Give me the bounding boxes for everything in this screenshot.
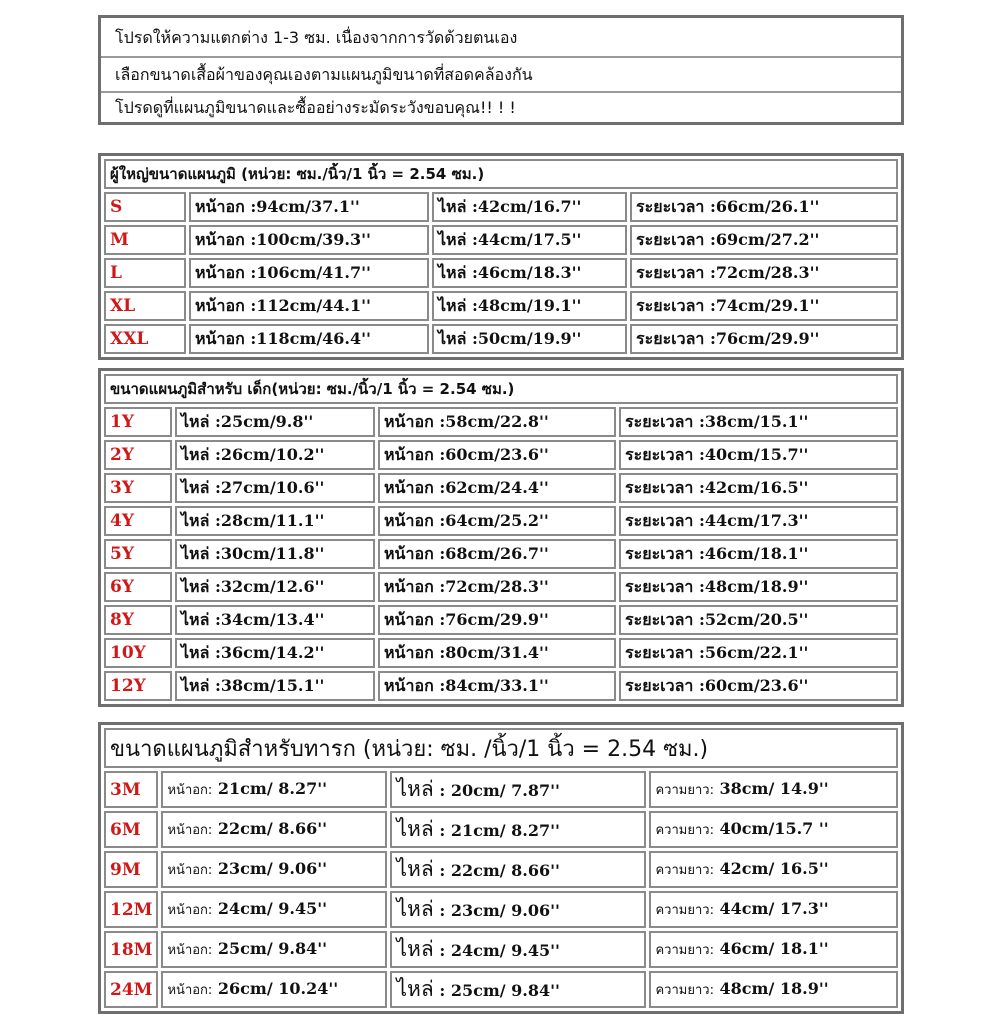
size-label: L [104,258,186,288]
table-row [104,258,898,288]
notice-line: เลือกขนาดเสื้อผ้าของคุณเองตามแผนภูมิขนาดที่สอดคล้องกัน [115,65,533,84]
length-value: 46cm/ 18.1'' [713,939,829,958]
notice-divider [101,91,901,93]
baby-table-title: ขนาดแผนภูมิสำหรับทารก (หน่วย: ซม. /นิ้ว/1 นิ้ว = 2.54 ซม.) [104,728,898,768]
chest-label: หน้าอก: [167,783,213,798]
length-label: ความยาว: [655,983,714,998]
size-label: 1Y [104,407,172,437]
table-row [104,605,898,635]
chest-cell [161,891,387,928]
length-value: 38cm/ 14.9'' [713,779,829,798]
length-label: ความยาว: [655,903,714,918]
length-cell [649,891,898,928]
shoulder-value: : 22cm/ 8.66'' [433,861,560,880]
length-value: 44cm/ 17.3'' [713,899,829,918]
table-row [104,572,898,602]
table-row [104,324,898,354]
length-cell: ระยะเวลา :76cm/29.9'' [630,324,898,354]
length-cell: ระยะเวลา :60cm/23.6'' [619,671,898,701]
shoulder-cell: ไหล่ :34cm/13.4'' [175,605,375,635]
shoulder-cell: ไหล่ :30cm/11.8'' [175,539,375,569]
chest-value: 23cm/ 9.06'' [212,859,327,878]
chest-label: หน้าอก: [167,943,213,958]
length-cell: ระยะเวลา :74cm/29.1'' [630,291,898,321]
shoulder-value: : 25cm/ 9.84'' [433,981,560,1000]
length-cell: ระยะเวลา :40cm/15.7'' [619,440,898,470]
length-label: ความยาว: [655,943,714,958]
table-row [104,440,898,470]
size-label: 6M [104,811,158,848]
shoulder-cell [390,971,646,1008]
length-cell: ระยะเวลา :44cm/17.3'' [619,506,898,536]
table-row [104,671,898,701]
shoulder-cell: ไหล่ :50cm/19.9'' [432,324,627,354]
table-row [104,473,898,503]
size-label: 6Y [104,572,172,602]
chest-value: 21cm/ 8.27'' [212,779,327,798]
shoulder-label: ไหล่ [396,817,434,841]
shoulder-cell [390,851,646,888]
chest-value: 22cm/ 8.66'' [212,819,327,838]
length-value: 40cm/15.7 '' [713,819,829,838]
length-cell: ระยะเวลา :38cm/15.1'' [619,407,898,437]
shoulder-cell: ไหล่ :28cm/11.1'' [175,506,375,536]
chest-cell: หน้าอก :118cm/46.4'' [189,324,429,354]
adult-size-table [98,153,904,360]
table-row [104,851,898,888]
table-row [104,771,898,808]
chest-label: หน้าอก: [167,903,213,918]
length-cell: ระยะเวลา :66cm/26.1'' [630,192,898,222]
shoulder-cell: ไหล่ :46cm/18.3'' [432,258,627,288]
chest-cell: หน้าอก :106cm/41.7'' [189,258,429,288]
length-value: 42cm/ 16.5'' [713,859,829,878]
table-row [104,891,898,928]
chest-cell: หน้าอก :58cm/22.8'' [378,407,616,437]
chest-value: 26cm/ 10.24'' [212,979,339,998]
table-row [104,407,898,437]
length-cell [649,811,898,848]
size-label: 5Y [104,539,172,569]
size-label: 2Y [104,440,172,470]
size-label: 9M [104,851,158,888]
size-label: 3Y [104,473,172,503]
length-cell: ระยะเวลา :48cm/18.9'' [619,572,898,602]
shoulder-value: : 21cm/ 8.27'' [433,821,560,840]
shoulder-cell: ไหล่ :38cm/15.1'' [175,671,375,701]
shoulder-cell [390,811,646,848]
length-cell: ระยะเวลา :46cm/18.1'' [619,539,898,569]
size-label: XL [104,291,186,321]
baby-size-table [98,722,904,1014]
chest-label: หน้าอก: [167,863,213,878]
chest-cell: หน้าอก :84cm/33.1'' [378,671,616,701]
chest-cell: หน้าอก :62cm/24.4'' [378,473,616,503]
chest-label: หน้าอก: [167,823,213,838]
chest-label: หน้าอก: [167,983,213,998]
size-label: 12M [104,891,158,928]
chest-value: 24cm/ 9.45'' [212,899,327,918]
size-label: 8Y [104,605,172,635]
length-cell: ระยะเวลา :56cm/22.1'' [619,638,898,668]
length-cell [649,971,898,1008]
chest-cell [161,771,387,808]
table-row [104,811,898,848]
table-row [104,638,898,668]
table-row [104,539,898,569]
size-label: 18M [104,931,158,968]
notice-box [98,15,904,125]
length-cell: ระยะเวลา :52cm/20.5'' [619,605,898,635]
chest-cell: หน้าอก :112cm/44.1'' [189,291,429,321]
shoulder-cell: ไหล่ :44cm/17.5'' [432,225,627,255]
table-row [104,971,898,1008]
size-label: 3M [104,771,158,808]
shoulder-label: ไหล่ [396,857,434,881]
length-cell: ระยะเวลา :69cm/27.2'' [630,225,898,255]
shoulder-label: ไหล่ [396,937,434,961]
shoulder-label: ไหล่ [396,777,434,801]
size-label: 12Y [104,671,172,701]
shoulder-cell: ไหล่ :42cm/16.7'' [432,192,627,222]
chest-cell: หน้าอก :72cm/28.3'' [378,572,616,602]
table-row [104,225,898,255]
chest-cell: หน้าอก :100cm/39.3'' [189,225,429,255]
shoulder-cell [390,891,646,928]
shoulder-label: ไหล่ [396,977,434,1001]
kids-table-title: ขนาดแผนภูมิสำหรับ เด็ก(หน่วย: ซม./นิ้ว/1 นิ้ว = 2.54 ซม.) [104,374,898,404]
length-label: ความยาว: [655,783,714,798]
size-label: 24M [104,971,158,1008]
table-row [104,192,898,222]
kids-size-table [98,368,904,707]
chest-cell: หน้าอก :94cm/37.1'' [189,192,429,222]
shoulder-cell: ไหล่ :32cm/12.6'' [175,572,375,602]
chest-cell [161,851,387,888]
chest-cell: หน้าอก :68cm/26.7'' [378,539,616,569]
length-cell [649,771,898,808]
chest-value: 25cm/ 9.84'' [212,939,327,958]
length-label: ความยาว: [655,863,714,878]
table-row [104,931,898,968]
shoulder-cell: ไหล่ :25cm/9.8'' [175,407,375,437]
length-cell: ระยะเวลา :72cm/28.3'' [630,258,898,288]
notice-divider [101,56,901,58]
size-label: 4Y [104,506,172,536]
shoulder-value: : 24cm/ 9.45'' [433,941,560,960]
shoulder-value: : 23cm/ 9.06'' [433,901,560,920]
length-label: ความยาว: [655,823,714,838]
chest-cell: หน้าอก :64cm/25.2'' [378,506,616,536]
length-cell [649,931,898,968]
shoulder-cell: ไหล่ :36cm/14.2'' [175,638,375,668]
shoulder-cell [390,771,646,808]
shoulder-label: ไหล่ [396,897,434,921]
size-label: 10Y [104,638,172,668]
chest-cell: หน้าอก :60cm/23.6'' [378,440,616,470]
length-cell: ระยะเวลา :42cm/16.5'' [619,473,898,503]
chest-cell: หน้าอก :76cm/29.9'' [378,605,616,635]
table-row [104,291,898,321]
chest-cell [161,931,387,968]
adult-table-title: ผู้ใหญ่ขนาดแผนภูมิ (หน่วย: ซม./นิ้ว/1 นิ้ว = 2.54 ซม.) [104,159,898,189]
size-label: S [104,192,186,222]
shoulder-cell: ไหล่ :26cm/10.2'' [175,440,375,470]
notice-line: โปรดให้ความแตกต่าง 1-3 ซม. เนื่องจากการวัดด้วยตนเอง [115,28,518,47]
chest-cell [161,811,387,848]
shoulder-cell: ไหล่ :48cm/19.1'' [432,291,627,321]
table-row [104,506,898,536]
shoulder-cell: ไหล่ :27cm/10.6'' [175,473,375,503]
chest-cell: หน้าอก :80cm/31.4'' [378,638,616,668]
notice-line: โปรดดูที่แผนภูมิขนาดและซื้ออย่างระมัดระวังขอบคุณ!! ! ! [115,98,516,117]
shoulder-value: : 20cm/ 7.87'' [433,781,560,800]
length-value: 48cm/ 18.9'' [713,979,829,998]
size-label: M [104,225,186,255]
size-label: XXL [104,324,186,354]
shoulder-cell [390,931,646,968]
chest-cell [161,971,387,1008]
length-cell [649,851,898,888]
